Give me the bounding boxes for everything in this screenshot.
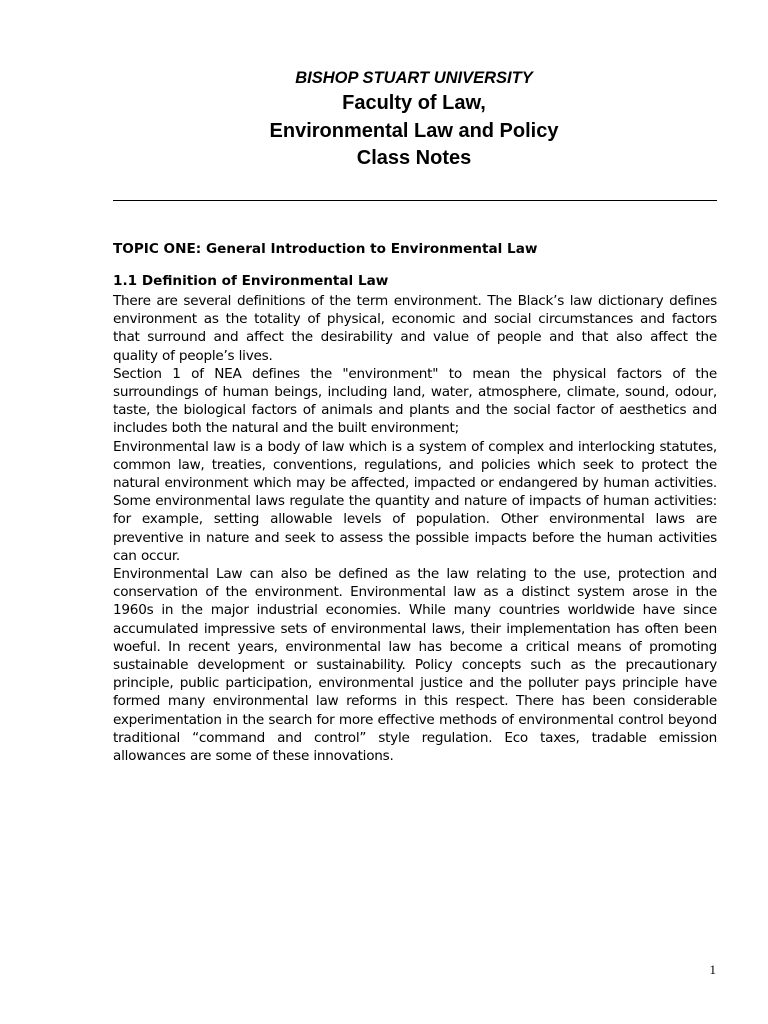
- paragraph-blacks-law-definition: There are several definitions of the term environment. The Black’s law dictionary defines environment as the totality of physical, economic and social circumstances and factors that surround and affect the desirability and value of people and that also affect the quality of people’s lives.: [113, 293, 717, 364]
- paragraph-nea-definition: Section 1 of NEA defines the "environment" to mean the physical factors of the surroundings of human beings, including land, water, atmosphere, climate, sound, odour, taste, the biological factors of animals and plants and the social factor of aesthetics and includes both the natural and the built environment;: [113, 365, 717, 437]
- course-title: Environmental Law and Policy: [269, 119, 559, 142]
- section-heading: 1.1 Definition of Environmental Law: [113, 273, 389, 289]
- faculty-title: Faculty of Law,: [342, 92, 486, 114]
- header-divider: [113, 200, 717, 201]
- topic-label: TOPIC ONE: [113, 241, 196, 257]
- document-header: [0, 66, 768, 173]
- topic-title: : General Introduction to Environmental Law: [195, 241, 538, 257]
- university-name: BISHOP STUART UNIVERSITY: [295, 69, 533, 87]
- page-number: 1: [709, 962, 716, 977]
- topic-heading: [113, 238, 717, 260]
- document-body: [113, 238, 717, 765]
- paragraph-body-of-law: Environmental law is a body of law which is a system of complex and interlocking statutes, common law, treaties, conventions, regulations, and policies which seek to protect the natural environment which may be affected, impacted or endangered by human activities. Some environmental laws regulate the quantity and nature of impacts of human activities: for example, setting allowable levels of population. Other environmental laws are preventive in nature and seek to assess the possible impacts before the human activities can occur.: [113, 438, 717, 564]
- notes-title: Class Notes: [356, 147, 472, 169]
- paragraph-use-protection-conservation: Environmental Law can also be defined as the law relating to the use, protection and conservation of the environment. Environmental law as a distinct system arose in the 1960s in the major industrial economies. While many countries worldwide have since accumulated impressive sets of environmental laws, their implementation has often been woeful. In recent years, environmental law has become a critical means of promoting sustainable development or sustainability. Policy concepts such as the precautionary principle, public participation, environmental justice and the polluter pays principle have formed many environmental law reforms in this respect. There has been considerable experimentation in the search for more effective methods of environmental control beyond traditional “command and control” style regulation. Eco taxes, tradable emission allowances are some of these innovations.: [113, 566, 717, 765]
